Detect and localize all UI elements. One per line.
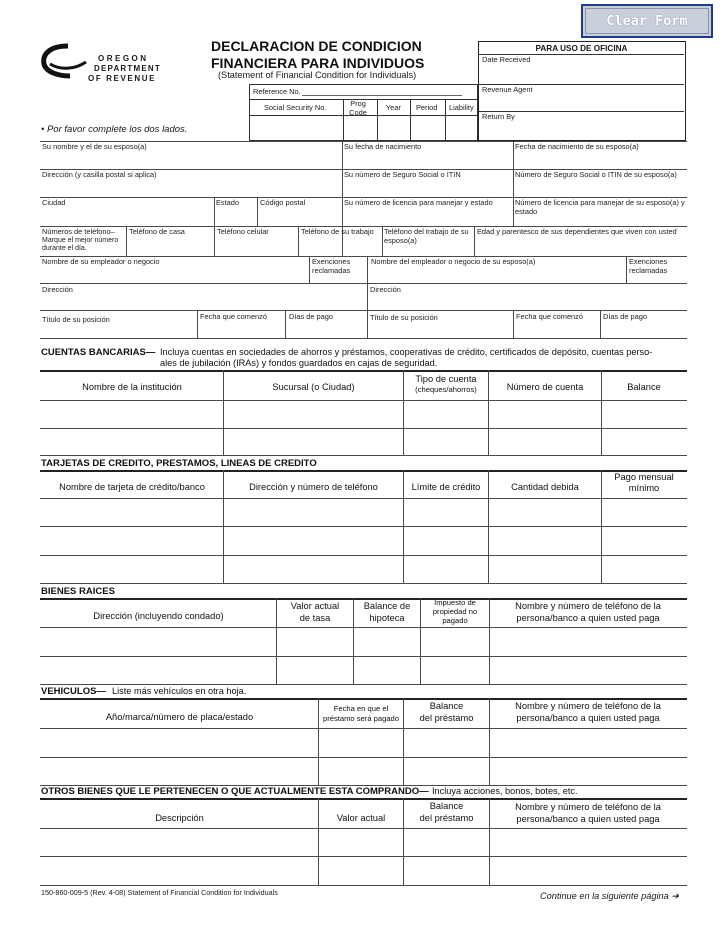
office-use-box [478, 41, 686, 141]
name-label: Su nombre y el de su esposo(a) [42, 142, 147, 151]
vehicles-col-lender: Nombre y número de teléfono de la [515, 701, 661, 711]
work-phone-field[interactable] [301, 238, 380, 254]
liability-column-label: Liability [449, 103, 474, 112]
realestate-col-tax-2: propiedad no [432, 607, 478, 616]
spouse-license-field[interactable] [515, 216, 685, 225]
cards-row[interactable] [41, 527, 686, 554]
instruction-text: • Por favor complete los dos lados. [41, 124, 188, 135]
agency-line3: OF REVENUE [88, 74, 157, 83]
cell-phone-label: Teléfono celular [217, 227, 269, 236]
office-heading: PARA USO DE OFICINA [535, 44, 628, 53]
license-label: Su número de licencia para manejar y estado [344, 198, 493, 207]
position-label: Título de su posición [42, 315, 110, 324]
vehicles-col-payoff-2: préstamo será pagado [323, 714, 399, 723]
bank-col-type-sub: (cheques/ahorros) [415, 385, 477, 394]
spouse-birth-field[interactable] [515, 152, 685, 168]
dependents-label: Edad y parentesco de sus dependientes que viven con usted [477, 227, 677, 236]
other-col-lender-2: persona/banco a quien usted paga [516, 814, 660, 824]
ssn-itin-field[interactable] [344, 180, 510, 196]
bank-desc-2: ales de jubilación (IRAs) y fondos guardados en cajas de seguridad. [160, 358, 438, 368]
pay-days-label: Días de pago [289, 312, 333, 321]
cards-col-address: Dirección y número de teléfono [249, 482, 378, 492]
license-field[interactable] [344, 208, 510, 224]
vehicles-col-balance: Balance [429, 701, 464, 711]
birth-field[interactable] [344, 152, 510, 168]
oregon-swoosh-icon [40, 42, 90, 82]
spouse-work-phone-label: Teléfono del trabajo de su esposo(a) [384, 227, 469, 245]
agency-line1: OREGON [98, 54, 149, 63]
realestate-col-lender: Nombre y número de teléfono de la [515, 601, 661, 611]
spouse-pay-days-label: Días de pago [603, 312, 647, 321]
vehicles-col-balance-2: del préstamo [419, 713, 474, 723]
spouse-ssn-itin-field[interactable] [515, 180, 685, 196]
other-row[interactable] [41, 857, 686, 884]
home-phone-label: Teléfono de casa [129, 227, 185, 236]
spouse-employer-address-field[interactable] [370, 295, 685, 309]
employer-field[interactable] [42, 267, 307, 282]
exemptions-label: Exenciones reclamadas [312, 257, 351, 275]
year-column-label: Year [386, 103, 401, 112]
work-phone-label: Teléfono de su trabajo [301, 227, 374, 236]
realestate-heading: BIENES RAICES [41, 586, 115, 597]
realestate-col-tax-3: pagado [442, 616, 468, 625]
cards-heading: TARJETAS DE CREDITO, PRESTAMOS, LINEAS DE CREDITO [41, 458, 317, 469]
vehicles-col-lender-2: persona/banco a quien usted paga [516, 713, 660, 723]
spouse-ssn-itin-label: Número de Seguro Social o ITIN de su esposo(a) [515, 170, 677, 179]
other-heading: OTROS BIENES QUE LE PERTENECEN O QUE ACTUALMENTE ESTA COMPRANDO— [41, 786, 429, 797]
bank-col-institution: Nombre de la institución [82, 382, 182, 392]
vehicles-col-desc: Año/marca/número de placa/estado [105, 712, 254, 722]
form-title-line1: DECLARACION DE CONDICION [211, 38, 422, 54]
spouse-employer-address-label: Dirección [370, 285, 401, 294]
cards-col-payment: Pago mensual [614, 472, 674, 482]
bank-heading: CUENTAS BANCARIAS— [41, 347, 156, 358]
cell-phone-field[interactable] [217, 238, 296, 254]
realestate-col-value: Valor actual [290, 601, 340, 611]
employer-label: Nombre de su empleador o negocio [42, 257, 160, 266]
home-phone-field[interactable] [129, 238, 212, 254]
other-col-desc: Descripción [155, 813, 204, 823]
zip-field[interactable] [260, 208, 340, 224]
ssn-itin-label: Su número de Seguro Social o ITIN [344, 170, 461, 179]
bank-row[interactable] [41, 401, 686, 427]
vehicles-desc: Liste más vehículos en otra hoja. [112, 686, 247, 696]
phone-best-label: Marque el mejor número durante el día. [42, 237, 119, 252]
zip-label: Código postal [260, 198, 306, 207]
bank-col-branch: Sucursal (o Ciudad) [272, 382, 355, 392]
name-field[interactable] [42, 152, 340, 168]
continue-note: Continue en la siguiente página ➔ [540, 891, 679, 901]
address-label: Dirección (y casilla postal si aplica) [42, 170, 157, 179]
birth-label: Su fecha de nacimiento [344, 142, 422, 151]
vehicles-row[interactable] [41, 729, 686, 756]
realestate-col-balance-2: hipoteca [369, 613, 405, 623]
other-col-balance-2: del préstamo [419, 813, 474, 823]
state-label: Estado [216, 198, 240, 207]
oregon-revenue-logo [40, 42, 165, 84]
cards-col-limit: Límite de crédito [411, 482, 481, 492]
cards-row[interactable] [41, 499, 686, 525]
cards-col-name: Nombre de tarjeta de crédito/banco [59, 482, 205, 492]
spouse-employer-label: Nombre del empleador o negocio de su esposo(a) [371, 257, 536, 266]
reference-no-label: Reference No. [253, 87, 301, 96]
cards-col-owed: Cantidad debida [511, 482, 579, 492]
other-col-lender: Nombre y número de teléfono de la [515, 802, 661, 812]
city-label: Ciudad [42, 198, 66, 207]
employer-address-field[interactable] [42, 295, 365, 309]
spouse-birth-label: Fecha de nacimiento de su esposo(a) [515, 142, 639, 151]
return-by-label: Return By [482, 112, 515, 121]
dependents-field[interactable] [477, 238, 685, 254]
bank-desc-1: Incluya cuentas en sociedades de ahorros y préstamos, cooperativas de crédito, certificados de depósito, cuentas perso- [160, 347, 653, 357]
vehicles-col-payoff: Fecha en que el [333, 704, 389, 713]
cards-row[interactable] [41, 556, 686, 582]
realestate-col-tax: Impuesto de [434, 598, 476, 607]
vehicles-heading: VEHICULOS— [41, 686, 106, 697]
realestate-col-address: Dirección (incluyendo condado) [93, 611, 224, 621]
bank-row[interactable] [41, 429, 686, 454]
spouse-license-label: Número de licencia para manejar de su esposo(a) y estado [515, 198, 685, 216]
spouse-exemptions-label: Exenciones reclamadas [629, 257, 668, 275]
spouse-position-label: Título de su posición [370, 313, 438, 322]
other-col-balance: Balance [429, 801, 464, 811]
spouse-work-phone-field[interactable] [384, 246, 472, 255]
address-field[interactable] [42, 180, 340, 196]
bank-col-number: Número de cuenta [506, 382, 584, 392]
revenue-agent-label: Revenue Agent [482, 85, 533, 94]
other-col-value: Valor actual [336, 813, 386, 823]
realestate-col-balance: Balance de [363, 601, 411, 611]
city-field[interactable] [42, 208, 212, 224]
reference-box [249, 84, 478, 141]
period-column-label: Period [416, 103, 438, 112]
form-number: 150-860-009-5 (Rev. 4-08) Statement of Financial Condition for Individuals [41, 888, 278, 897]
spouse-start-date-label: Fecha que comenzó [516, 312, 583, 321]
realestate-row[interactable] [41, 657, 686, 683]
agency-line2: DEPARTMENT [94, 64, 161, 73]
spouse-employer-field[interactable] [371, 267, 624, 282]
bank-col-balance: Balance [627, 382, 661, 392]
ssn-column-label: Social Security No. [264, 103, 327, 112]
state-field[interactable] [216, 208, 255, 224]
realestate-col-value-2: de tasa [299, 613, 331, 623]
clear-form-button[interactable]: Clear Form [581, 4, 713, 38]
employer-address-label: Dirección [42, 285, 73, 294]
prog-code-column-label: Prog Code [349, 99, 367, 117]
bank-col-type: Tipo de cuenta [415, 374, 477, 384]
realestate-row[interactable] [41, 628, 686, 655]
realestate-col-lender-2: persona/banco a quien usted paga [516, 613, 660, 623]
start-date-label: Fecha que comenzó [200, 312, 267, 321]
vehicles-row[interactable] [41, 758, 686, 784]
phone-numbers-label: Números de teléfono– [42, 227, 115, 236]
cards-col-payment-2: mínimo [628, 483, 660, 493]
other-row[interactable] [41, 829, 686, 855]
form-title-line2: FINANCIERA PARA INDIVIDUOS [211, 55, 425, 71]
date-received-label: Date Received [482, 55, 531, 64]
form-subtitle: (Statement of Financial Condition for Individuals) [218, 70, 417, 80]
other-desc: Incluya acciones, bonos, botes, etc. [432, 786, 578, 796]
